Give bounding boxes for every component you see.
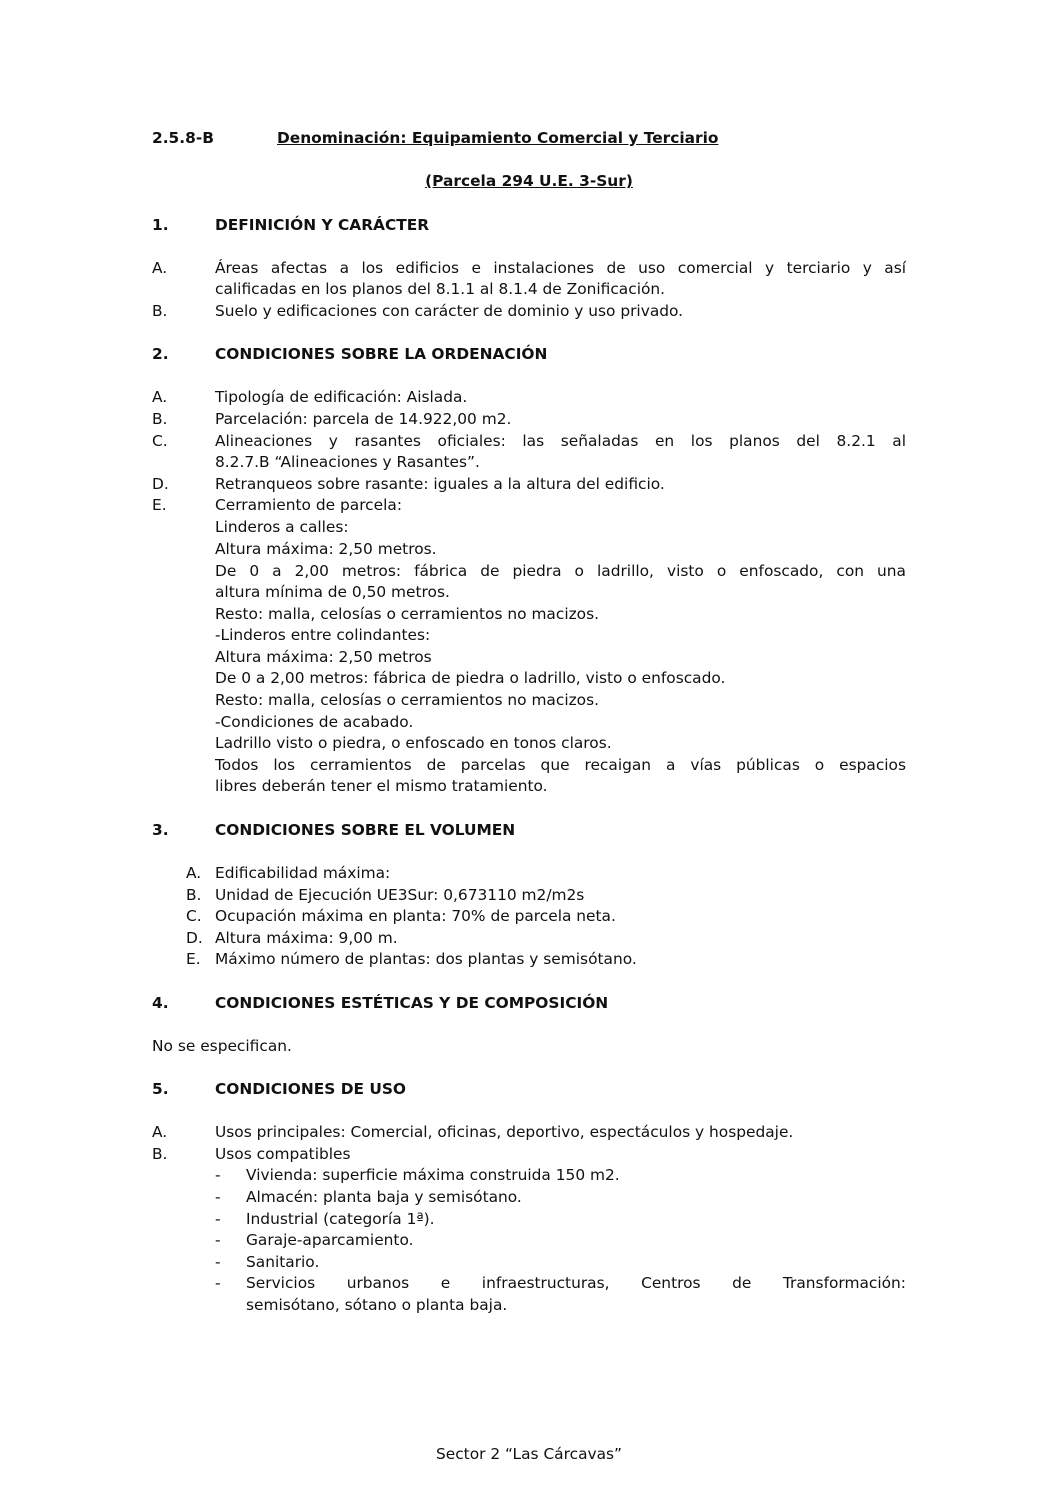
section-4-title: CONDICIONES ESTÉTICAS Y DE COMPOSICIÓN xyxy=(215,994,609,1012)
section-code: 2.5.8-B xyxy=(152,129,214,147)
item-text-line: Altura máxima: 2,50 metros xyxy=(215,648,432,666)
item-letter: A. xyxy=(152,259,168,277)
page-footer: Sector 2 “Las Cárcavas” xyxy=(435,1445,623,1463)
section-2-number: 2. xyxy=(152,345,169,363)
section-4-number: 4. xyxy=(152,994,169,1012)
denomination-title: Denominación: Equipamiento Comercial y Terciario xyxy=(277,129,719,147)
bullet-dash: - xyxy=(215,1231,221,1249)
item-text-line: -Linderos entre colindantes: xyxy=(215,626,431,644)
item-text-line: Tipología de edificación: Aislada. xyxy=(215,388,468,406)
sub-item-text: Servicios urbanos e infraestructuras, Centros de Transformación: xyxy=(246,1274,906,1292)
item-letter: B. xyxy=(152,302,168,320)
sub-item-text: Almacén: planta baja y semisótano. xyxy=(246,1188,522,1206)
item-text-line: Retranqueos sobre rasante: iguales a la altura del edificio. xyxy=(215,475,665,493)
item-text-line: Áreas afectas a los edificios e instalaciones de uso comercial y terciario y así xyxy=(215,259,906,277)
item-text-line: libres deberán tener el mismo tratamiento. xyxy=(215,777,548,795)
bullet-dash: - xyxy=(215,1210,221,1228)
sub-item-text: semisótano, sótano o planta baja. xyxy=(246,1296,508,1314)
item-letter: B. xyxy=(152,410,168,428)
item-text-line: Máximo número de plantas: dos plantas y semisótano. xyxy=(215,950,637,968)
item-text-line: Usos principales: Comercial, oficinas, deportivo, espectáculos y hospedaje. xyxy=(215,1123,794,1141)
item-text-line: Edificabilidad máxima: xyxy=(215,864,391,882)
section-5-number: 5. xyxy=(152,1080,169,1098)
item-letter: A. xyxy=(186,864,202,882)
item-text-line: Altura máxima: 9,00 m. xyxy=(215,929,398,947)
section-5-title: CONDICIONES DE USO xyxy=(215,1080,407,1098)
item-letter: B. xyxy=(152,1145,168,1163)
sub-item-text: Industrial (categoría 1ª). xyxy=(246,1210,435,1228)
item-text-line: Ladrillo visto o piedra, o enfoscado en tonos claros. xyxy=(215,734,612,752)
section-2-title: CONDICIONES SOBRE LA ORDENACIÓN xyxy=(215,345,548,363)
item-text-line: De 0 a 2,00 metros: fábrica de piedra o ladrillo, visto o enfoscado. xyxy=(215,669,726,687)
item-letter: C. xyxy=(186,907,202,925)
item-text-line: Ocupación máxima en planta: 70% de parcela neta. xyxy=(215,907,616,925)
item-text-line: Resto: malla, celosías o cerramientos no macizos. xyxy=(215,605,600,623)
section-1-title: DEFINICIÓN Y CARÁCTER xyxy=(215,216,430,234)
item-letter: A. xyxy=(152,388,168,406)
item-letter: C. xyxy=(152,432,168,450)
item-text-line: Parcelación: parcela de 14.922,00 m2. xyxy=(215,410,512,428)
sub-item-text: Vivienda: superficie máxima construida 150 m2. xyxy=(246,1166,620,1184)
bullet-dash: - xyxy=(215,1166,221,1184)
item-text-line: Cerramiento de parcela: xyxy=(215,496,403,514)
item-text-line: Unidad de Ejecución UE3Sur: 0,673110 m2/m2s xyxy=(215,886,585,904)
bullet-dash: - xyxy=(215,1253,221,1271)
bullet-dash: - xyxy=(215,1274,221,1292)
item-letter: D. xyxy=(152,475,169,493)
section-3-number: 3. xyxy=(152,821,169,839)
item-letter: E. xyxy=(186,950,201,968)
section-1-number: 1. xyxy=(152,216,169,234)
sub-item-text: Garaje-aparcamiento. xyxy=(246,1231,414,1249)
item-text-line: Suelo y edificaciones con carácter de dominio y uso privado. xyxy=(215,302,684,320)
parcel-subtitle: (Parcela 294 U.E. 3-Sur) xyxy=(425,172,633,190)
item-text-line: Usos compatibles xyxy=(215,1145,351,1163)
item-text-line: Linderos a calles: xyxy=(215,518,349,536)
item-letter: E. xyxy=(152,496,167,514)
bullet-dash: - xyxy=(215,1188,221,1206)
item-letter: A. xyxy=(152,1123,168,1141)
item-text-line: 8.2.7.B “Alineaciones y Rasantes”. xyxy=(215,453,480,471)
section-3-title: CONDICIONES SOBRE EL VOLUMEN xyxy=(215,821,516,839)
item-text-line: Alineaciones y rasantes oficiales: las señaladas en los planos del 8.2.1 al xyxy=(215,432,906,450)
item-letter: D. xyxy=(186,929,203,947)
item-text-line: altura mínima de 0,50 metros. xyxy=(215,583,450,601)
section-4-text: No se especifican. xyxy=(152,1037,292,1055)
item-text-line: Altura máxima: 2,50 metros. xyxy=(215,540,437,558)
item-text-line: De 0 a 2,00 metros: fábrica de piedra o ladrillo, visto o enfoscado, con una xyxy=(215,562,906,580)
item-text-line: Resto: malla, celosías o cerramientos no macizos. xyxy=(215,691,600,709)
sub-item-text: Sanitario. xyxy=(246,1253,320,1271)
item-text-line: -Condiciones de acabado. xyxy=(215,713,414,731)
item-text-line: Todos los cerramientos de parcelas que recaigan a vías públicas o espacios xyxy=(215,756,906,774)
item-letter: B. xyxy=(186,886,202,904)
item-text-line: calificadas en los planos del 8.1.1 al 8.1.4 de Zonificación. xyxy=(215,280,666,298)
